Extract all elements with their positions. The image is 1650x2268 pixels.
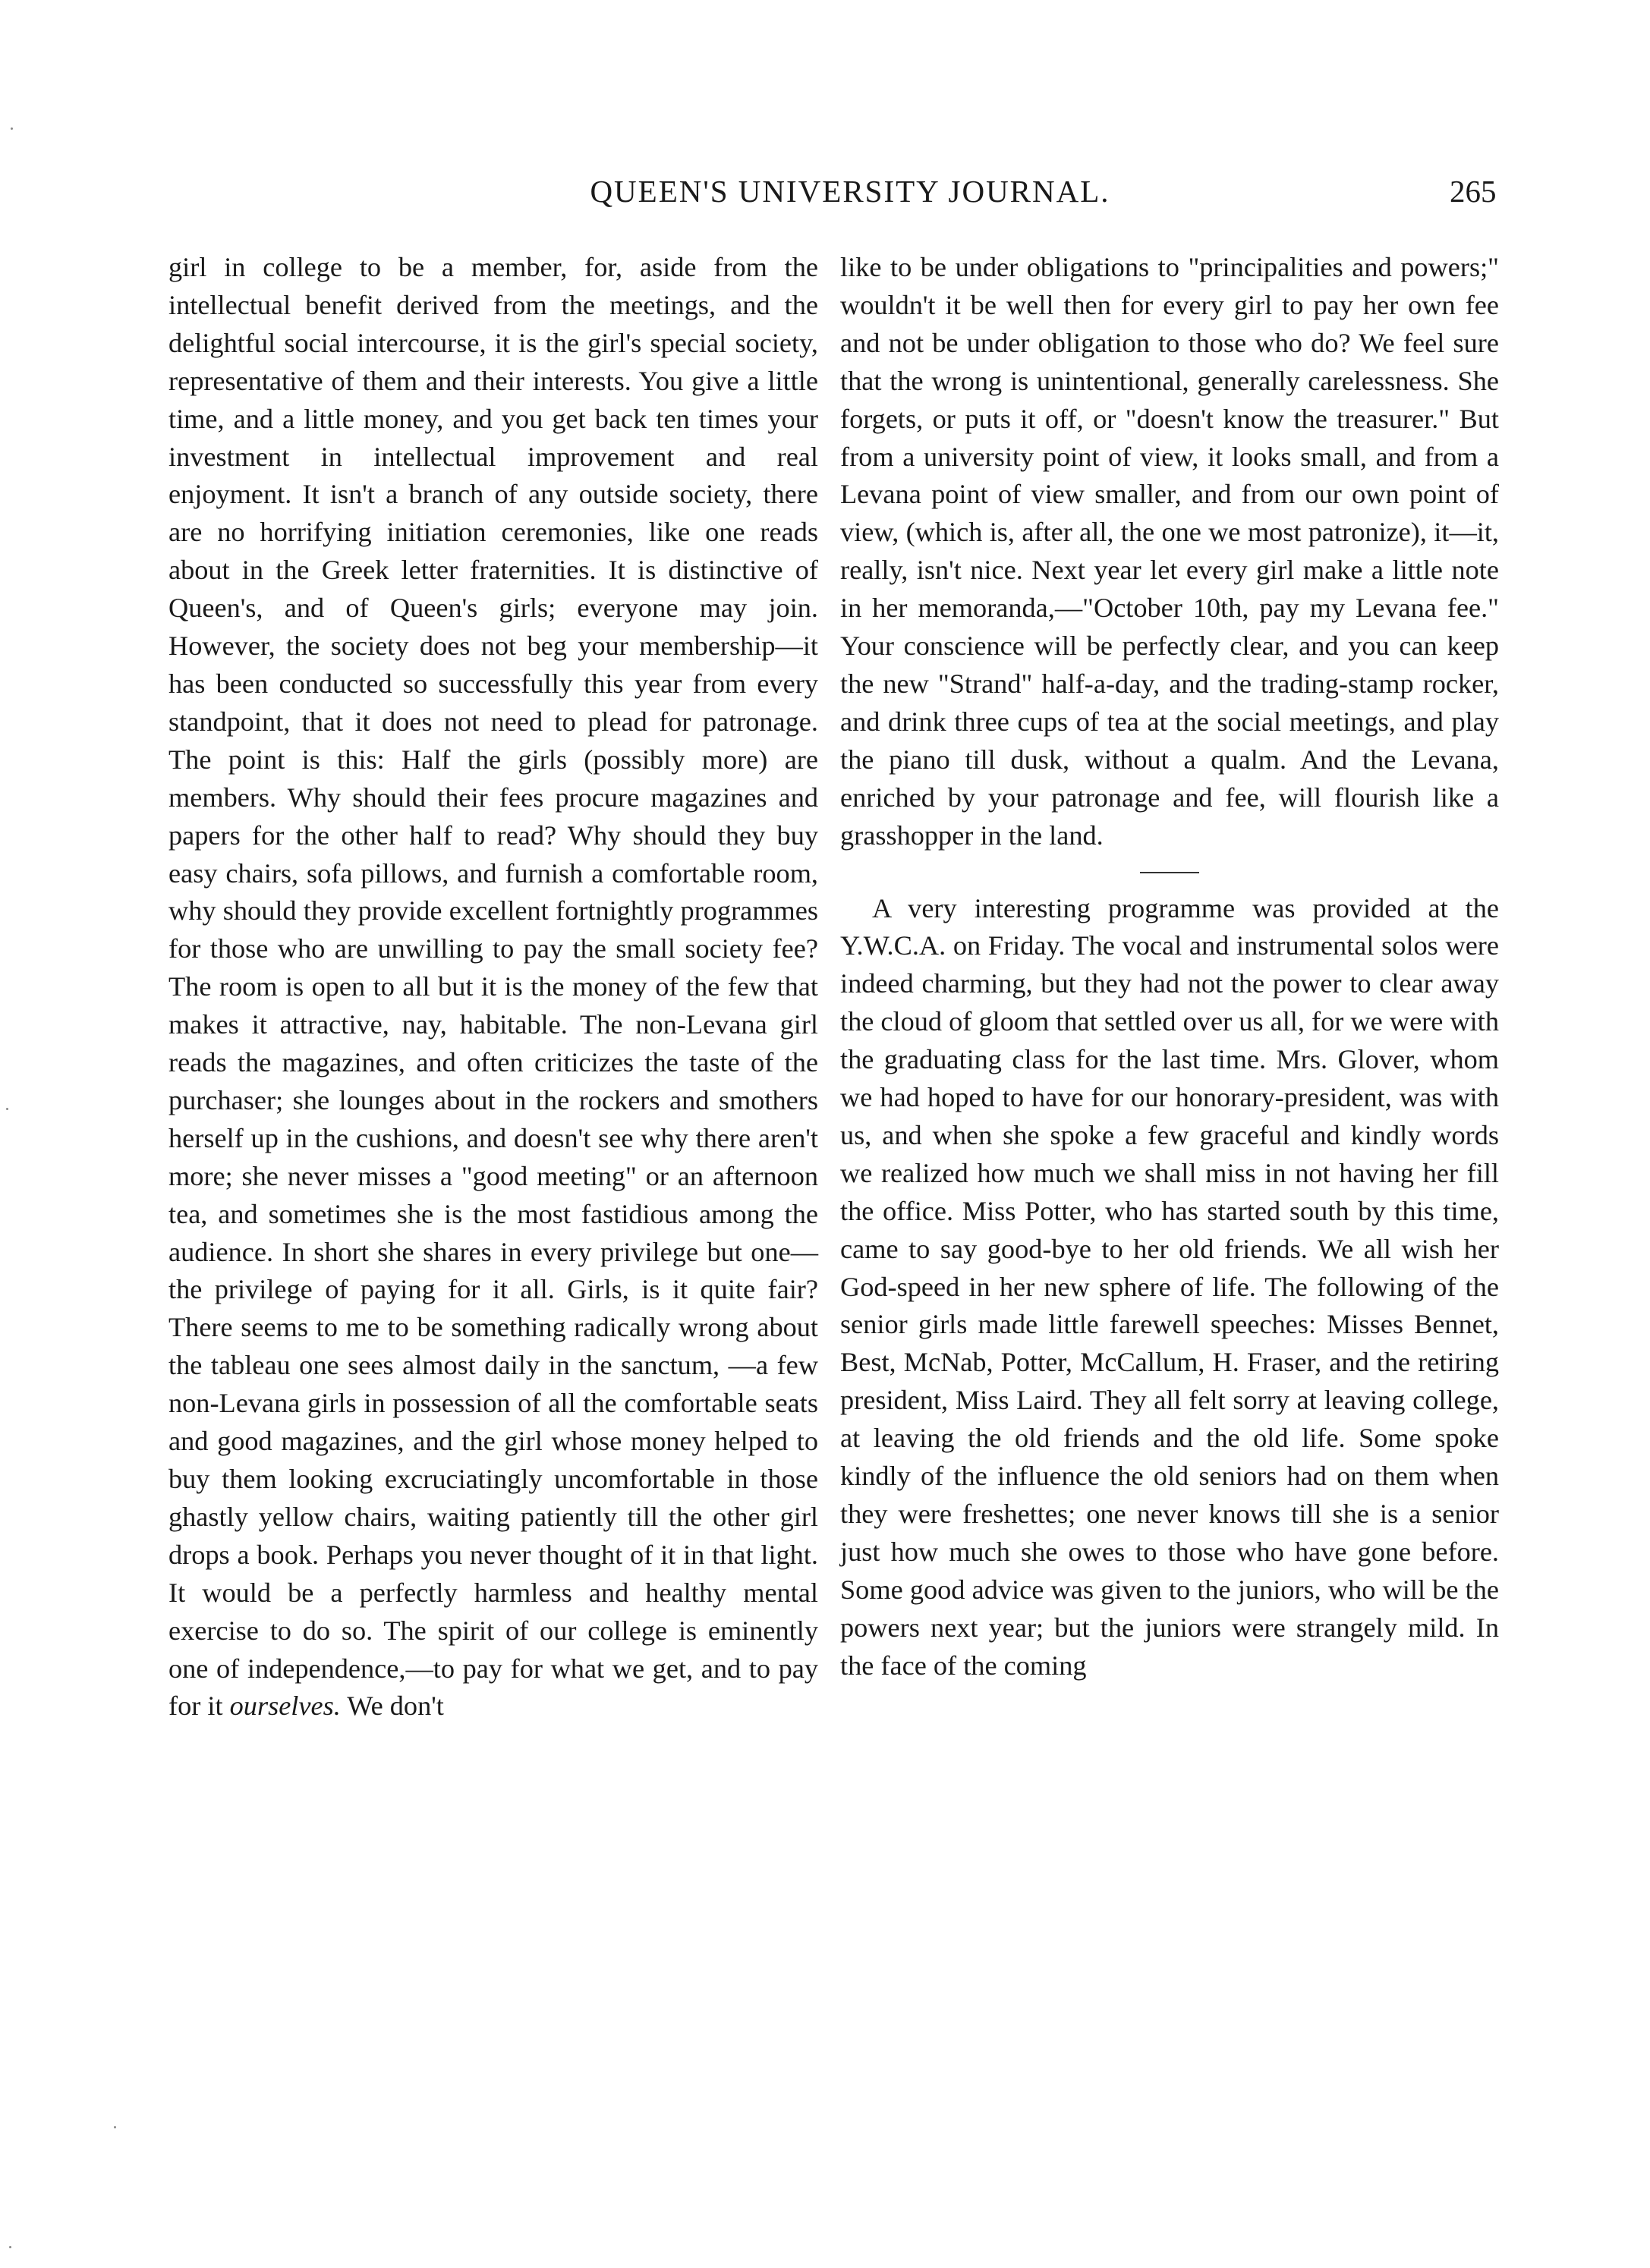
left-column bbox=[168, 249, 818, 1725]
left-column-paragraph bbox=[168, 249, 818, 1725]
page-header bbox=[0, 168, 1650, 222]
section-divider bbox=[1140, 872, 1199, 873]
left-column-text-end: We don't bbox=[340, 1691, 444, 1722]
emphasis-text: ourselves. bbox=[229, 1691, 341, 1722]
scan-speck bbox=[6, 1108, 8, 1110]
journal-title: QUEEN'S UNIVERSITY JOURNAL. bbox=[590, 174, 1110, 209]
page-number: 265 bbox=[1450, 174, 1497, 209]
scan-speck bbox=[9, 2246, 11, 2248]
scan-speck bbox=[11, 127, 13, 130]
right-column-paragraph-2: A very interesting programme was provided at the Y.W.C.A. on Friday. The vocal and instrumental solos were indeed charming, but they had not the power to clear away the cloud of gloom that settled over us all, for we were with the graduating class for the last time. Mrs. Glover, whom we had hoped to have for our honorary-president, was with us, and when she spoke a few graceful and kindly words we realized how much we shall miss in not having her fill the office. Miss Potter, who has started south by this time, came to say good-bye to her old friends. We all wish her God-speed in her new sphere of life. The following of the senior girls made little farewell speeches: Misses Bennet, Best, McNab, Potter, McCallum, H. Fraser, and the retiring president, Miss Laird. They all felt sorry at leaving college, at leaving the old friends and the old life. Some spoke kindly of the influence the old seniors had on them when they were freshettes; one never knows till she is a senior just how much she owes to those who have gone before. Some good advice was given to the juniors, who will be the powers next year; but the juniors were strangely mild. In the face of the coming bbox=[840, 892, 1499, 1681]
left-column-text: girl in college to be a member, for, aside from the intellectual benefit derived from the meetings, and the delightful social intercourse, it is the girl's special society, representative of them and their interests. You give a little time, and a little money, and you get back ten times your investment in intellectual improvement and real enjoyment. It isn't a branch of any outside society, there are no horrifying initiation ceremonies, like one reads about in the Greek letter fraternities. It is distinctive of Queen's, and of Queen's girls; everyone may join. However, the society does not beg your membership—it has been conducted so successfully this year from every standpoint, that it does not need to plead for patronage. The point is this: Half the girls (possibly more) are members. Why should their fees procure magazines and papers for the other half to read? Why should they buy easy chairs, sofa pillows, and furnish a comfortable room, why should they provide excellent fortnightly programmes for those who are unwilling to pay the small society fee? The room is open to all but it is the money of the few that makes it attractive, nay, habitable. The non-Levana girl reads the magazines, and often criticizes the taste of the purchaser; she lounges about in the rockers and smothers herself up in the cushions, and doesn't see why there aren't more; she never misses a "good meeting" or an afternoon tea, and sometimes she is the most fastidious among the audience. In short she shares in every privilege but one—the privilege of paying for it all. Girls, is it quite fair? There seems to me to be something radically wrong about the tableau one sees almost daily in the sanctum, —a few non-Levana girls in possession of all the comfortable seats and good magazines, and the girl whose money helped to buy them looking excruciatingly uncomfortable in those ghastly yellow chairs, waiting patiently till the other girl drops a book. Perhaps you never thought of it in that light. It would be a perfectly harmless and healthy mental exercise to do so. The spirit of our college is eminently one of independence,—to pay for what we get, and to pay for it bbox=[168, 252, 818, 1722]
right-column bbox=[840, 249, 1499, 1685]
scan-speck bbox=[114, 2126, 116, 2128]
right-column-paragraph-1: like to be under obligations to "principalities and powers;" wouldn't it be well then for every girl to pay her own fee and not be under obligation to those who do? We feel sure that the wrong is unintentional, generally carelessness. She forgets, or puts it off, or "doesn't know the treasurer." But from a university point of view, it looks small, and from a Levana point of view smaller, and from our own point of view, (which is, after all, the one we most patronize), it—it, really, isn't nice. Next year let every girl make a little note in her memoranda,—"October 10th, pay my Levana fee." Your conscience will be perfectly clear, and you can keep the new "Strand" half-a-day, and the trading-stamp rocker, and drink three cups of tea at the social meetings, and play the piano till dusk, without a qualm. And the Levana, enriched by your patronage and fee, will flourish like a grasshopper in the land. bbox=[840, 252, 1499, 851]
